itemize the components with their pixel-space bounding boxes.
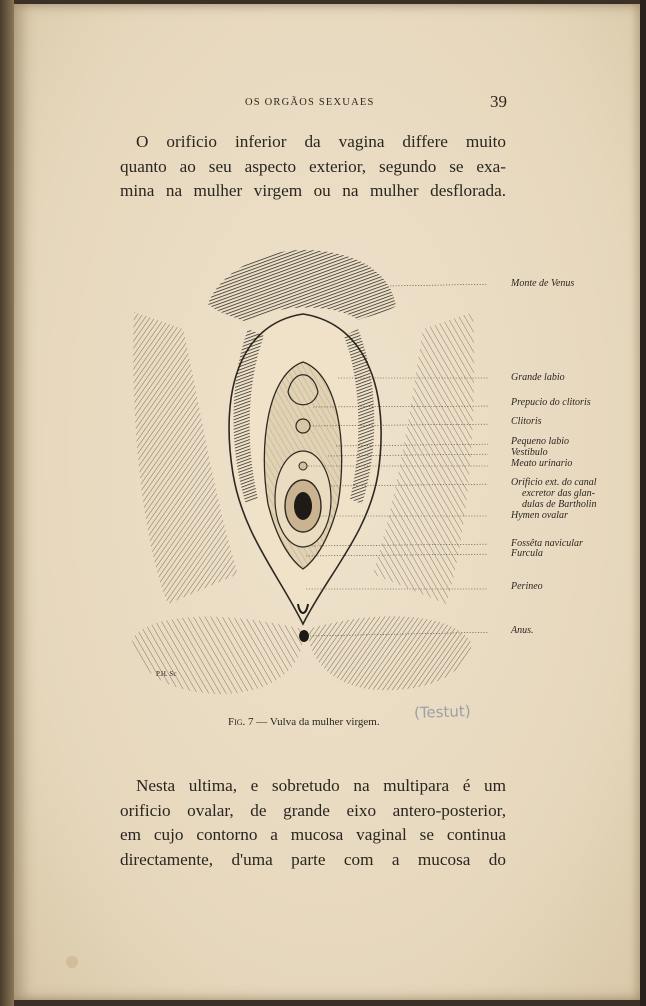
label-pequeno-labio: Pequeno labio [511, 436, 570, 447]
paragraph-top [120, 130, 506, 204]
label-orificio-ext: Orificio ext. do canal [511, 477, 597, 488]
text-line: orificio ovalar, de grande eixo antero-posterior, [120, 800, 506, 820]
caption-figure-number: Fig. 7 — [228, 716, 268, 728]
label-meato-urinario: Meato urinario [511, 458, 573, 469]
label-clitoris: Clitoris [511, 416, 542, 427]
label-bartholin: dulas de Bartholin [522, 499, 597, 510]
figure-caption [228, 716, 380, 728]
label-monte-de-venus: Monte de Venus [511, 278, 575, 289]
text-line: Nesta ultima, e sobretudo na multipara é um [136, 776, 506, 795]
paper-stain [66, 956, 78, 968]
anatomical-illustration [128, 244, 488, 704]
caption-text: Vulva da mulher virgem. [269, 716, 380, 728]
paragraph-bottom [120, 774, 506, 872]
book-spine-edge [0, 0, 14, 1006]
page-right-edge [640, 0, 646, 1006]
text-line: directamente, d'uma parte com a mucosa do [120, 849, 506, 869]
label-anus: Anus. [511, 625, 534, 636]
text-line: O orificio inferior da vagina differe muito [136, 132, 506, 151]
running-head: OS ORGÃOS SEXUAES [245, 97, 375, 108]
text-line: em cujo contorno a mucosa vaginal se continua [120, 825, 506, 844]
page-number: 39 [490, 92, 507, 111]
label-perineo: Perineo [511, 581, 543, 592]
label-fosseta-navicular: Fossêta navicular [511, 538, 583, 549]
engraver-mark: P.H. Sc [156, 670, 177, 678]
label-grande-labio: Grande labio [511, 372, 565, 383]
text-line: mina na mulher virgem ou na mulher desflorada. [120, 181, 506, 200]
label-hymen-ovalar: Hymen ovalar [511, 510, 568, 521]
text-line: quanto ao seu aspecto exterior, segundo se exa- [120, 156, 506, 176]
label-prepucio-clitoris: Prepucio do clitoris [511, 397, 591, 408]
label-excretor: excretor das glan- [522, 488, 595, 499]
label-furcula: Furcula [511, 548, 543, 559]
handwritten-note: (Testut) [413, 702, 471, 722]
label-vestibulo: Vestibulo [511, 447, 548, 458]
